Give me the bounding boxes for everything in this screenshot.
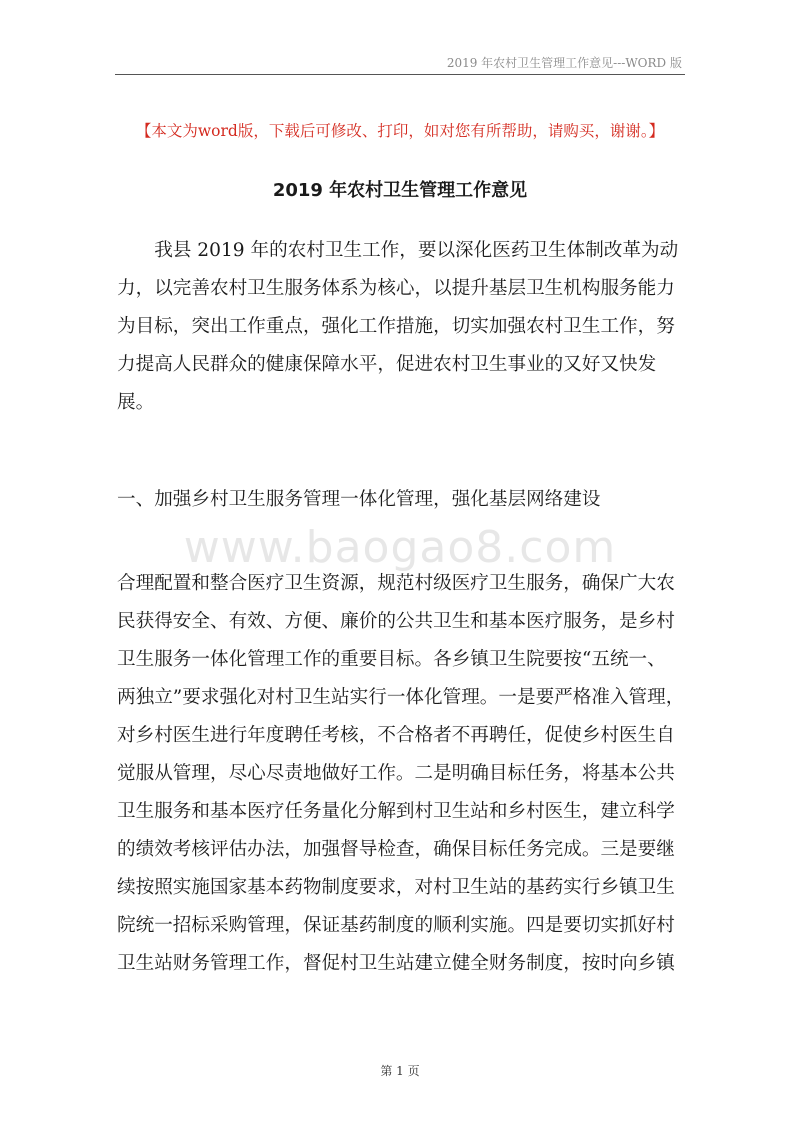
text-line: 力提高人民群众的健康保障水平，促进农村卫生事业的又好又快发 (117, 354, 657, 375)
text-line: 卫生服务一体化管理工作的重要目标。各乡镇卫生院要按“五统一、 (117, 649, 666, 670)
text-line: 力，以完善农村卫生服务体系为核心，以提升基层卫生机构服务能力 (117, 278, 675, 299)
text-line: 展。 (117, 392, 155, 413)
paragraph-intro (117, 232, 687, 422)
document-title: 2019 年农村卫生管理工作意见 (272, 180, 528, 201)
text-line: 续按照实施国家基本药物制度要求，对村卫生站的基药实行乡镇卫生 (117, 877, 675, 898)
text-line: 院统一招标采购管理，保证基药制度的顺利实施。四是要切实抓好村 (117, 915, 675, 936)
text-line: 合理配置和整合医疗卫生资源，规范村级医疗卫生服务，确保广大农 (117, 573, 675, 594)
text-line: 的绩效考核评估办法，加强督导检查，确保目标任务完成。三是要继 (117, 839, 675, 860)
header-divider (115, 74, 685, 75)
page-number: 第 1 页 (380, 1064, 420, 1078)
text-line: 觉服从管理，尽心尽责地做好工作。二是明确目标任务，将基本公共 (117, 763, 675, 784)
watermark: www.baogao8.com (183, 522, 617, 573)
text-line: 为目标，突出工作重点，强化工作措施，切实加强农村卫生工作，努 (117, 316, 675, 337)
text-line: 我县 2019 年的农村卫生工作，要以深化医药卫生体制改革为动 (117, 240, 679, 261)
purchase-notice: 【本文为word版，下载后可修改、打印，如对您有所帮助，请购买，谢谢。】 (135, 122, 665, 140)
text-line: 卫生站财务管理工作，督促村卫生站建立健全财务制度，按时向乡镇 (117, 953, 675, 974)
text-line: 对乡村医生进行年度聘任考核，不合格者不再聘任，促使乡村医生自 (117, 725, 675, 746)
text-line: 民获得安全、有效、方便、廉价的公共卫生和基本医疗服务，是乡村 (117, 611, 675, 632)
text-line: 卫生服务和基本医疗任务量化分解到村卫生站和乡村医生，建立科学 (117, 801, 675, 822)
section-heading-1: 一、加强乡村卫生服务管理一体化管理，强化基层网络建设 (117, 489, 601, 510)
running-header: 2019 年农村卫生管理工作意见---WORD 版 (446, 56, 682, 70)
text-line: 两独立”要求强化对村卫生站实行一体化管理。一是要严格准入管理， (117, 687, 685, 708)
paragraph-section1 (117, 565, 687, 983)
